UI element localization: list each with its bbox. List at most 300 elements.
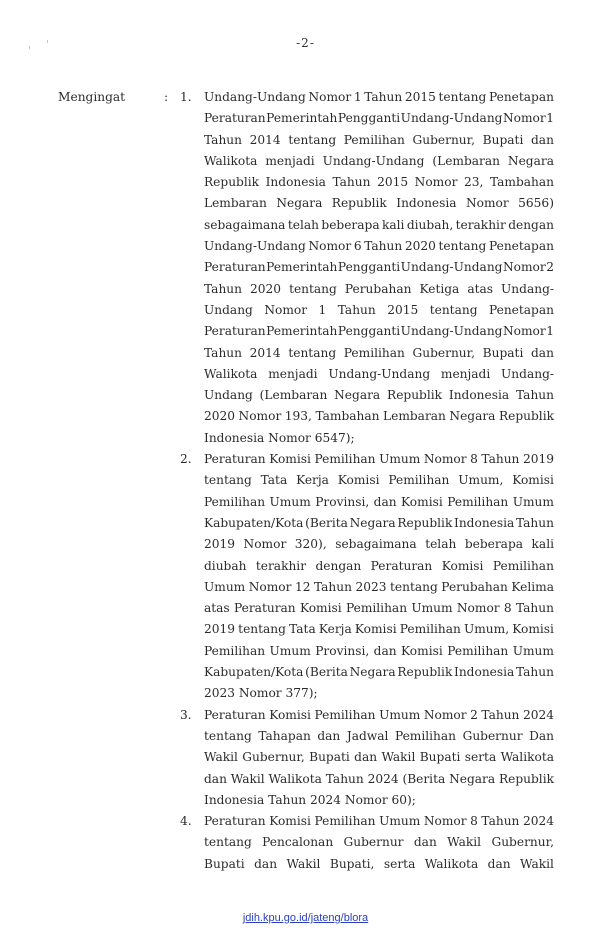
word: Nomor — [502, 324, 546, 339]
word: Gubernur, — [491, 835, 554, 850]
word: Pemilihan — [343, 345, 405, 360]
word: Umum — [512, 643, 554, 658]
word: tentang — [204, 728, 252, 743]
justified-line — [204, 449, 554, 470]
word: diubah — [204, 558, 247, 573]
word: Provinsi, — [315, 494, 370, 509]
word: Kerja — [296, 473, 329, 488]
word: Wakil — [204, 750, 238, 765]
justified-line — [204, 598, 554, 619]
word: serta — [383, 856, 416, 871]
item-number: 1. — [180, 90, 192, 104]
word: Negara — [449, 771, 496, 786]
word: Kabupaten/Kota — [204, 665, 304, 680]
word: Pemilihan — [492, 558, 554, 573]
word: tentang — [438, 90, 487, 104]
word: Lembaran — [204, 196, 267, 211]
text-line — [204, 534, 554, 555]
word: Nomor — [466, 196, 509, 211]
list-item — [180, 811, 554, 875]
word: kali — [531, 537, 554, 552]
text-line — [204, 662, 554, 683]
word: Tahun — [332, 175, 371, 190]
word: 2023 — [355, 579, 387, 594]
text-line — [204, 108, 554, 129]
word: Tahun — [313, 579, 352, 594]
word: 2014 — [249, 345, 281, 360]
justified-line — [204, 769, 554, 790]
word: Peraturan — [204, 324, 266, 339]
word: Pemilihan — [314, 707, 376, 722]
text-line — [204, 87, 554, 108]
word: Umum, — [463, 622, 510, 637]
word: Indonesia — [265, 175, 326, 190]
word: dan — [373, 643, 397, 658]
word: Wakil — [286, 856, 321, 871]
word: Komisi — [269, 707, 311, 722]
word: Bupati — [204, 856, 245, 871]
word: dan — [413, 835, 437, 850]
word: 12 — [294, 579, 311, 594]
justified-line — [204, 108, 554, 129]
word: Umum — [379, 452, 421, 467]
word: Indonesia — [454, 515, 515, 530]
word: sebagaimana — [335, 537, 417, 552]
item-number: 4. — [180, 814, 192, 829]
justified-line — [204, 854, 554, 875]
justified-line — [204, 705, 554, 726]
section-separator: : — [164, 90, 169, 104]
word: Nomor — [456, 601, 500, 616]
word: Wakil — [230, 771, 265, 786]
word: Pemilihan — [204, 643, 266, 658]
word: Kelima — [511, 579, 554, 594]
word: Undang-Undang — [322, 153, 425, 168]
word: terakhir — [455, 217, 506, 232]
word: menjadi — [265, 153, 315, 168]
word: Komisi — [269, 814, 311, 829]
word: telah — [425, 537, 457, 552]
word: tentang — [288, 132, 337, 147]
word: Pemilihan — [394, 728, 457, 743]
text-line: 2023 Nomor 377); — [204, 686, 318, 701]
word: Lembaran — [383, 409, 446, 424]
word: menjadi — [440, 366, 491, 381]
word: dan — [204, 771, 227, 786]
justified-line — [204, 279, 554, 300]
word: (Berita — [305, 665, 348, 680]
text-line — [204, 321, 554, 342]
word: Tahun — [515, 601, 554, 616]
word: Pemerintah — [266, 324, 338, 339]
text-line — [204, 811, 554, 832]
word: dan — [487, 856, 511, 871]
word: Wakil — [520, 856, 554, 871]
word: tentang — [429, 302, 478, 317]
justified-line — [204, 747, 554, 768]
justified-line — [204, 321, 554, 342]
word: Negara — [276, 196, 323, 211]
word: Gubernur, — [412, 132, 476, 147]
word: Tahapan — [258, 728, 311, 743]
word: 1 — [546, 111, 554, 126]
word: 1 — [546, 324, 554, 339]
word: Undang-Undang — [204, 239, 306, 254]
word: dan — [531, 345, 554, 360]
word: atas — [467, 281, 494, 296]
word: Republik — [331, 196, 387, 211]
word: 2019 — [204, 622, 236, 637]
word: Tahun — [204, 345, 242, 360]
word: Wakil — [381, 750, 416, 765]
word: Komisi — [401, 643, 443, 658]
text-line — [204, 641, 554, 662]
justified-line — [204, 151, 554, 172]
word: Tahun — [481, 452, 520, 467]
text-line: Indonesia Tahun 2024 Nomor 60); — [204, 792, 416, 807]
word: Komisi — [441, 558, 484, 573]
word: (Lembaran — [259, 388, 328, 403]
word: Gubernur, — [412, 345, 476, 360]
word: Umum, — [458, 473, 504, 488]
word: Tahun — [515, 515, 554, 530]
word: Tambahan — [315, 409, 380, 424]
text-line — [204, 577, 554, 598]
word: 2015 — [404, 90, 436, 104]
word: Komisi — [401, 494, 443, 509]
word: 2024 — [522, 814, 554, 829]
item-number: 3. — [180, 707, 192, 722]
text-line — [204, 619, 554, 640]
word: sebagaimana — [204, 217, 286, 232]
word: Pemilihan — [345, 601, 408, 616]
legal-basis-list — [180, 87, 554, 875]
item-text — [204, 449, 554, 705]
word: Nomor — [502, 260, 546, 275]
text-line: Indonesia Nomor 6547); — [204, 430, 355, 445]
word: Penetapan — [488, 239, 554, 254]
word: Umum — [411, 601, 453, 616]
word: 6 — [353, 239, 362, 254]
page-number: -2- — [296, 36, 315, 50]
word: Tahun — [204, 281, 242, 296]
justified-line — [204, 343, 554, 364]
text-line — [204, 406, 554, 427]
text-line — [204, 726, 554, 747]
text-line — [204, 343, 554, 364]
word: dengan — [508, 217, 554, 232]
word: Republik — [397, 665, 453, 680]
text-line — [204, 832, 554, 853]
word: Walikota — [424, 856, 479, 871]
word: Peraturan — [204, 260, 266, 275]
word: 8 — [470, 814, 478, 829]
justified-line — [204, 492, 554, 513]
word: Indonesia — [448, 388, 510, 403]
word: Komisi — [512, 622, 554, 637]
word: Pemilihan — [447, 494, 509, 509]
word: 2 — [470, 707, 478, 722]
justified-line — [204, 811, 554, 832]
word: 2019 — [522, 452, 554, 467]
word: Walikota — [204, 153, 258, 168]
word: Negara — [449, 409, 496, 424]
word: Tahun — [481, 814, 520, 829]
item-text — [204, 87, 554, 449]
text-line — [204, 556, 554, 577]
justified-line — [204, 215, 554, 236]
text-line — [204, 513, 554, 534]
word: Undang-Undang — [400, 260, 503, 275]
word: 2015 — [377, 175, 409, 190]
word: Walikota — [268, 771, 322, 786]
word: Umum — [512, 494, 554, 509]
word: 2015 — [387, 302, 419, 317]
word: Pemilihan — [388, 473, 450, 488]
word: serta — [464, 750, 497, 765]
word: dan — [317, 728, 341, 743]
word: Wakil — [447, 835, 482, 850]
word: Nomor — [423, 452, 467, 467]
word: menjadi — [268, 366, 318, 381]
word: Komisi — [337, 473, 380, 488]
word: 2019 — [204, 537, 236, 552]
word: Nomor — [243, 537, 287, 552]
justified-line — [204, 236, 554, 257]
justified-line — [204, 257, 554, 278]
word: dan — [254, 856, 278, 871]
word: Komisi — [269, 452, 311, 467]
list-item — [180, 449, 554, 705]
justified-line — [204, 385, 554, 406]
word: 2014 — [249, 132, 281, 147]
word: Pemilihan — [399, 622, 461, 637]
word: beberapa — [464, 537, 524, 552]
text-line — [204, 854, 554, 875]
text-line — [204, 705, 554, 726]
item-text — [204, 705, 554, 811]
word: Umum — [379, 707, 421, 722]
word: Peraturan — [204, 111, 266, 126]
word: Undang-Undang — [400, 111, 503, 126]
word: Undang — [204, 302, 253, 317]
justified-line — [204, 662, 554, 683]
word: Tahun — [515, 665, 554, 680]
word: 2024 — [367, 771, 399, 786]
word: Pemilihan — [447, 643, 509, 658]
word: Tambahan — [489, 175, 554, 190]
word: 2020 — [404, 239, 436, 254]
text-line — [204, 300, 554, 321]
word: Negara — [334, 388, 381, 403]
word: Negara — [349, 515, 396, 530]
word: Bupati — [482, 345, 524, 360]
word: Republik — [397, 515, 453, 530]
word: Perubahan — [441, 579, 508, 594]
justified-line — [204, 513, 554, 534]
word: Pemilihan — [314, 814, 376, 829]
word: (Berita — [305, 515, 348, 530]
justified-line — [204, 364, 554, 385]
word: dan — [354, 750, 378, 765]
word: Pemerintah — [266, 260, 338, 275]
word: tentang — [204, 835, 252, 850]
word: 8 — [503, 601, 512, 616]
text-line — [204, 215, 554, 236]
word: Walikota — [500, 750, 554, 765]
word: dengan — [315, 558, 362, 573]
justified-line — [204, 556, 554, 577]
word: Pemilihan — [204, 494, 266, 509]
justified-line — [204, 470, 554, 491]
word: Nomor — [308, 239, 352, 254]
word: beberapa — [321, 217, 380, 232]
word: Umum — [269, 494, 311, 509]
word: Tata — [260, 473, 288, 488]
word: (Lembaran — [432, 153, 500, 168]
text-line — [204, 492, 554, 513]
word: Walikota — [204, 366, 258, 381]
word: tentang — [238, 622, 286, 637]
word: Undang- — [501, 281, 554, 296]
word: Pemilihan — [343, 132, 405, 147]
justified-line — [204, 534, 554, 555]
word: Nomor — [423, 814, 467, 829]
word: Pemerintah — [266, 111, 338, 126]
word: 320), — [294, 537, 327, 552]
word: Peraturan — [204, 814, 266, 829]
text-line — [204, 769, 554, 790]
word: Tahun — [516, 388, 554, 403]
word: Dan — [529, 728, 554, 743]
text-line — [204, 193, 554, 214]
word: tentang — [204, 473, 252, 488]
word: (Berita — [402, 771, 446, 786]
text-line — [204, 257, 554, 278]
word: Perubahan — [344, 281, 412, 296]
justified-line — [204, 726, 554, 747]
word: tentang — [288, 345, 337, 360]
word: 5656) — [518, 196, 554, 211]
text-line — [204, 151, 554, 172]
justified-line — [204, 172, 554, 193]
word: Negara — [507, 153, 554, 168]
word: Nomor — [308, 90, 352, 104]
justified-line — [204, 832, 554, 853]
text-line — [204, 449, 554, 470]
word: Umum — [379, 814, 421, 829]
word: Republik — [498, 409, 554, 424]
word: Indonesia — [396, 196, 457, 211]
word: Bupati, — [329, 856, 375, 871]
word: tentang — [390, 579, 438, 594]
word: tentang — [289, 281, 337, 296]
word: Peraturan — [204, 707, 266, 722]
word: Pengganti — [337, 111, 401, 126]
word: tentang — [438, 239, 487, 254]
word: Nomor — [423, 707, 467, 722]
word: Nomor — [248, 579, 292, 594]
jdih-link[interactable]: jdih.kpu.go.id/jateng/blora — [242, 912, 369, 924]
justified-line — [204, 300, 554, 321]
word: kali — [382, 217, 405, 232]
text-line — [204, 279, 554, 300]
word: Komisi — [299, 601, 342, 616]
word: Pencalonan — [262, 835, 334, 850]
word: dan — [531, 132, 554, 147]
word: 1 — [318, 302, 327, 317]
word: Penetapan — [488, 90, 554, 104]
word: Jadwal — [346, 728, 389, 743]
word: Bupati — [309, 750, 350, 765]
justified-line — [204, 130, 554, 151]
word: atas — [204, 601, 230, 616]
word: Republik — [387, 388, 443, 403]
word: 2024 — [522, 707, 554, 722]
item-number: 2. — [180, 452, 192, 467]
word: Tata — [289, 622, 316, 637]
word: Bupati — [482, 132, 524, 147]
word: diubah, — [406, 217, 454, 232]
word: 193, — [284, 409, 312, 424]
word: Kerja — [318, 622, 352, 637]
word: 2020 — [250, 281, 282, 296]
word: Republik — [498, 771, 554, 786]
word: Komisi — [354, 622, 397, 637]
word: 2 — [546, 260, 554, 275]
word: Nomor — [238, 409, 282, 424]
word: Gubernur — [462, 728, 523, 743]
list-item — [180, 705, 554, 811]
word: Ketiga — [419, 281, 460, 296]
footer — [0, 912, 611, 924]
text-line — [204, 364, 554, 385]
word: Undang-Undang — [328, 366, 431, 381]
justified-line — [204, 87, 554, 108]
item-text — [204, 811, 554, 875]
word: Nomor — [414, 175, 458, 190]
word: 2020 — [204, 409, 236, 424]
word: Gubernur — [343, 835, 404, 850]
text-line — [204, 236, 554, 257]
word: Tahun — [364, 90, 403, 104]
text-line — [204, 172, 554, 193]
word: terakhir — [255, 558, 307, 573]
word: 8 — [470, 452, 478, 467]
list-item — [180, 87, 554, 449]
justified-line — [204, 577, 554, 598]
word: Provinsi, — [315, 643, 370, 658]
word: Tahun — [481, 707, 520, 722]
word: Pemilihan — [314, 452, 376, 467]
text-line — [204, 470, 554, 491]
word: Tahun — [325, 771, 364, 786]
word: 1 — [353, 90, 362, 104]
word: Negara — [349, 665, 396, 680]
text-line — [204, 747, 554, 768]
word: Undang-Undang — [204, 90, 306, 104]
word: Nomor — [264, 302, 308, 317]
word: Tahun — [364, 239, 403, 254]
word: dan — [373, 494, 397, 509]
word: Peraturan — [233, 601, 296, 616]
word: Undang — [204, 388, 253, 403]
word: Undang-Undang — [400, 324, 503, 339]
word: Gubernur, — [242, 750, 305, 765]
word: Bupati — [419, 750, 461, 765]
word: Nomor — [502, 111, 546, 126]
text-line — [204, 598, 554, 619]
